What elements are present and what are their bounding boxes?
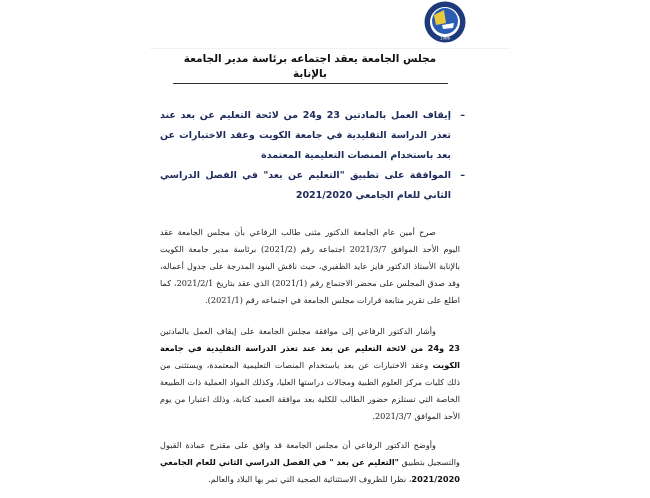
article-body xyxy=(160,52,465,498)
paragraph-3-bold: "التعليم عن بعد " في الفصل الدراسي الثاني للعام الجامعي 2021/2020 xyxy=(160,457,460,484)
article-title: مجلس الجامعة يعقد اجتماعه برئاسة مدير الجامعة بالإنابة xyxy=(173,52,448,84)
highlight-text: إيقاف العمل بالمادتين 23 و24 من لائحة التعليم عن بعد عند تعذر الدراسة التقليدية في جامعة الكويت وعقد الاختبارات عن بعد باستخدام المنصات التعليمية المعتمدة xyxy=(160,110,452,161)
paragraph-1-text: صرح أمين عام الجامعة الدكتور مثنى طالب الرفاعي بأن مجلس الجامعة عقد اليوم الأحد الموافق 2021/3/7 اجتماعه رقم (2021/2) برئاسة مدير جامعة الكويت بالإنابة الأستاذ الدكتور فايز عايد الظفيري، حيث ناقش البنود المدرجة على جدول أعماله، وقد صدق المجلس على محضر الاجتماع رقم (2021/1) الذي عقد بتاريخ 2021/2/1، كما اطلع على تقرير متابعة قرارات مجلس الجامعة في اجتماعه رقم (2021/1). xyxy=(160,227,461,305)
highlight-text: الموافقة على تطبيق "التعليم عن بعد" في الفصل الدراسي الثاني للعام الجامعي 2021/2020 xyxy=(160,170,451,201)
paragraph-2 xyxy=(160,323,460,425)
header-divider xyxy=(150,48,510,49)
paragraph-3-text-c: ، نظرا للظروف الاستثنائية الصحية التي تمر بها البلاد والعالم. xyxy=(208,474,412,484)
highlight-item xyxy=(160,106,465,166)
paragraph-3 xyxy=(160,437,460,498)
document-header xyxy=(0,0,650,50)
paragraph-2-bold: 23 و24 من لائحة التعليم عن بعد عند تعذر الدراسة التقليدية في جامعة الكويت xyxy=(160,343,460,370)
bullet-dash: – xyxy=(460,170,465,181)
paragraph-2-text-c: وعقد الاختبارات عن بعد باستخدام المنصات التعليمية المعتمدة، ويستثنى من ذلك كليات مركز العلوم الطبية ومجالات دراستها العليا، وكذلك المواد العملية ذات الطبيعة الخاصة التي تستلزم حضور الطالب للكلية بعد موافقة العميد كتابة، وذلك اعتبارا من يوم الأحد الموافق 2021/3/7. xyxy=(160,360,460,421)
paragraph-1 xyxy=(160,224,460,309)
highlight-item xyxy=(160,166,465,206)
seal-year: 1966 xyxy=(439,35,451,41)
university-seal-logo xyxy=(424,1,466,43)
bullet-dash: – xyxy=(460,110,465,121)
highlights-list xyxy=(160,106,465,206)
paragraph-2-text-a: وأشار الدكتور الرفاعي إلى موافقة مجلس الجامعة على إيقاف العمل بالمادتين xyxy=(160,326,436,336)
paragraph-3-text-a: وأوضح الدكتور الرفاعي أن مجلس الجامعة قد وافق على مقترح عمادة القبول والتسجيل بتطبيق xyxy=(160,440,460,467)
